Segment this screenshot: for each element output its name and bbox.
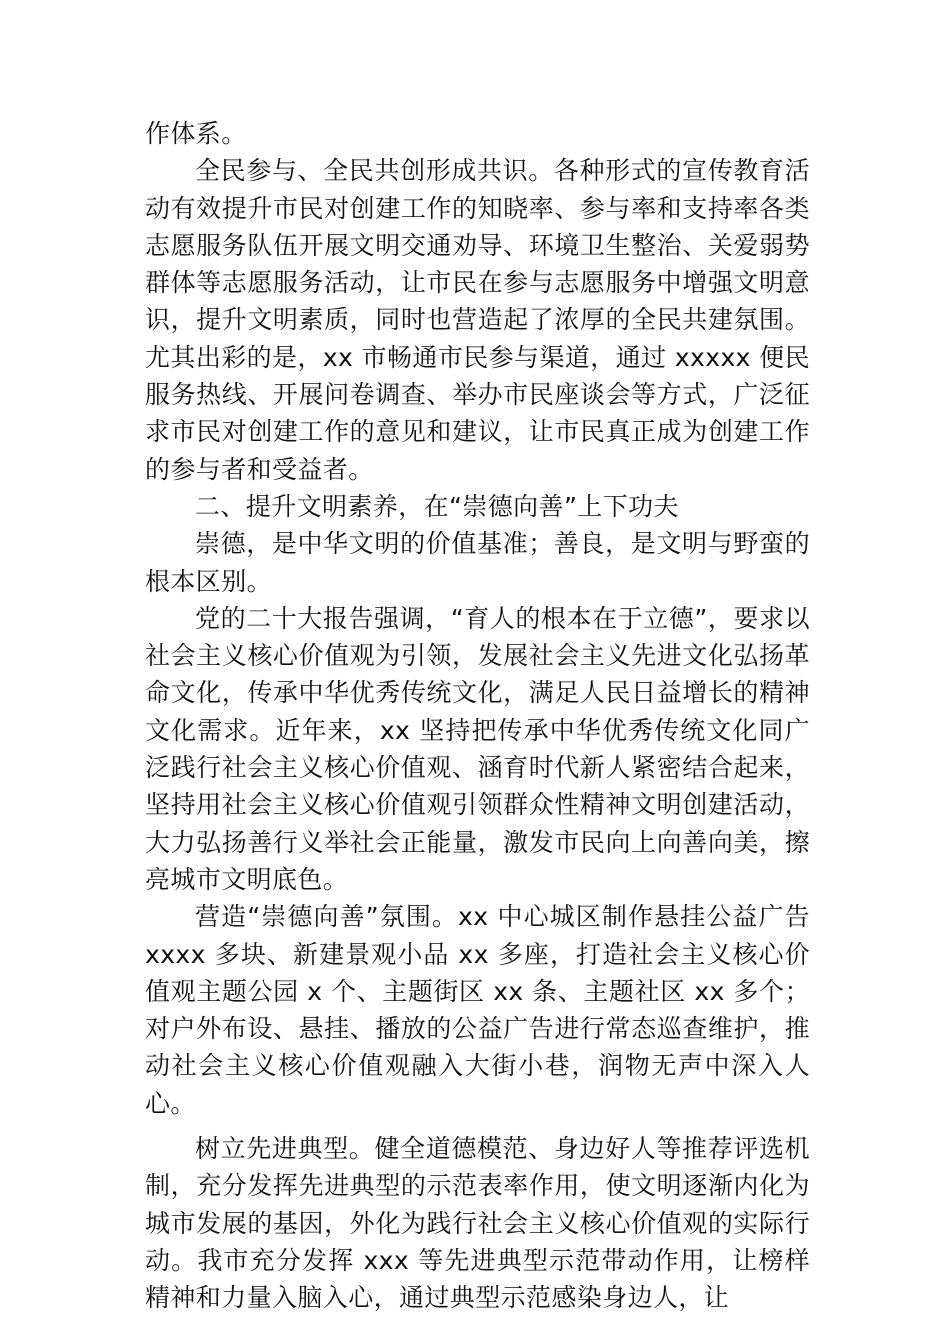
paragraph-6: 树立先进典型。健全道德模范、身边好人等推荐评选机制，充分发挥先进典型的示范表率作用，使文明逐渐内化为城市发展的基因，外化为践行社会主义核心价值观的实际行动。我市充分发挥 xxx 等先进典型示范带动作用，让榜样精神和力量入脑入心，通过典型示范感染身边人，让	[145, 1134, 810, 1313]
section-heading: 二、提升文明素养，在“崇德向善”上下功夫	[195, 491, 679, 521]
paragraph-4: 党的二十大报告强调，“育人的根本在于立德”，要求以社会主义核心价值观为引领，发展社会主义先进文化弘扬革命文化，传承中华优秀传统文化，满足人民日益增长的精神文化需求。近年来，xx 坚持把传承中华优秀传统文化同广泛践行社会主义核心价值观、涵育时代新人紧密结合起来，坚持用社会主义核心价值观引领群众性精神文明创建活动，大力弘扬善行义举社会正能量，激发市民向上向善向美，擦亮城市文明底色。	[145, 603, 810, 894]
paragraph-3: 崇德，是中华文明的价值基准；善良，是文明与野蛮的根本区别。	[145, 529, 810, 596]
paragraph-1: 作体系。	[145, 119, 247, 148]
document-body	[145, 115, 810, 1317]
paragraph-5: 营造“崇德向善”氛围。xx 中心城区制作悬挂公益广告 xxxx 多块、新建景观小品 xx 多座，打造社会主义核心价值观主题公园 x 个、主题街区 xx 条、主题社区 xx 多个；对户外布设、悬挂、播放的公益广告进行常态巡查维护，推动社会主义核心价值观融入大街小巷，润物无声中深入人心。	[145, 902, 810, 1118]
paragraph-2: 全民参与、全民共创形成共识。各种形式的宣传教育活动有效提升市民对创建工作的知晓率、参与率和支持率各类志愿服务队伍开展文明交通劝导、环境卫生整治、关爱弱势群体等志愿服务活动，让市民在参与志愿服务中增强文明意识，提升文明素质，同时也营造起了浓厚的全民共建氛围。尤其出彩的是，xx 市畅通市民参与渠道，通过 xxxxx 便民服务热线、开展问卷调查、举办市民座谈会等方式，广泛征求市民对创建工作的意见和建议，让市民真正成为创建工作的参与者和受益者。	[145, 156, 810, 484]
